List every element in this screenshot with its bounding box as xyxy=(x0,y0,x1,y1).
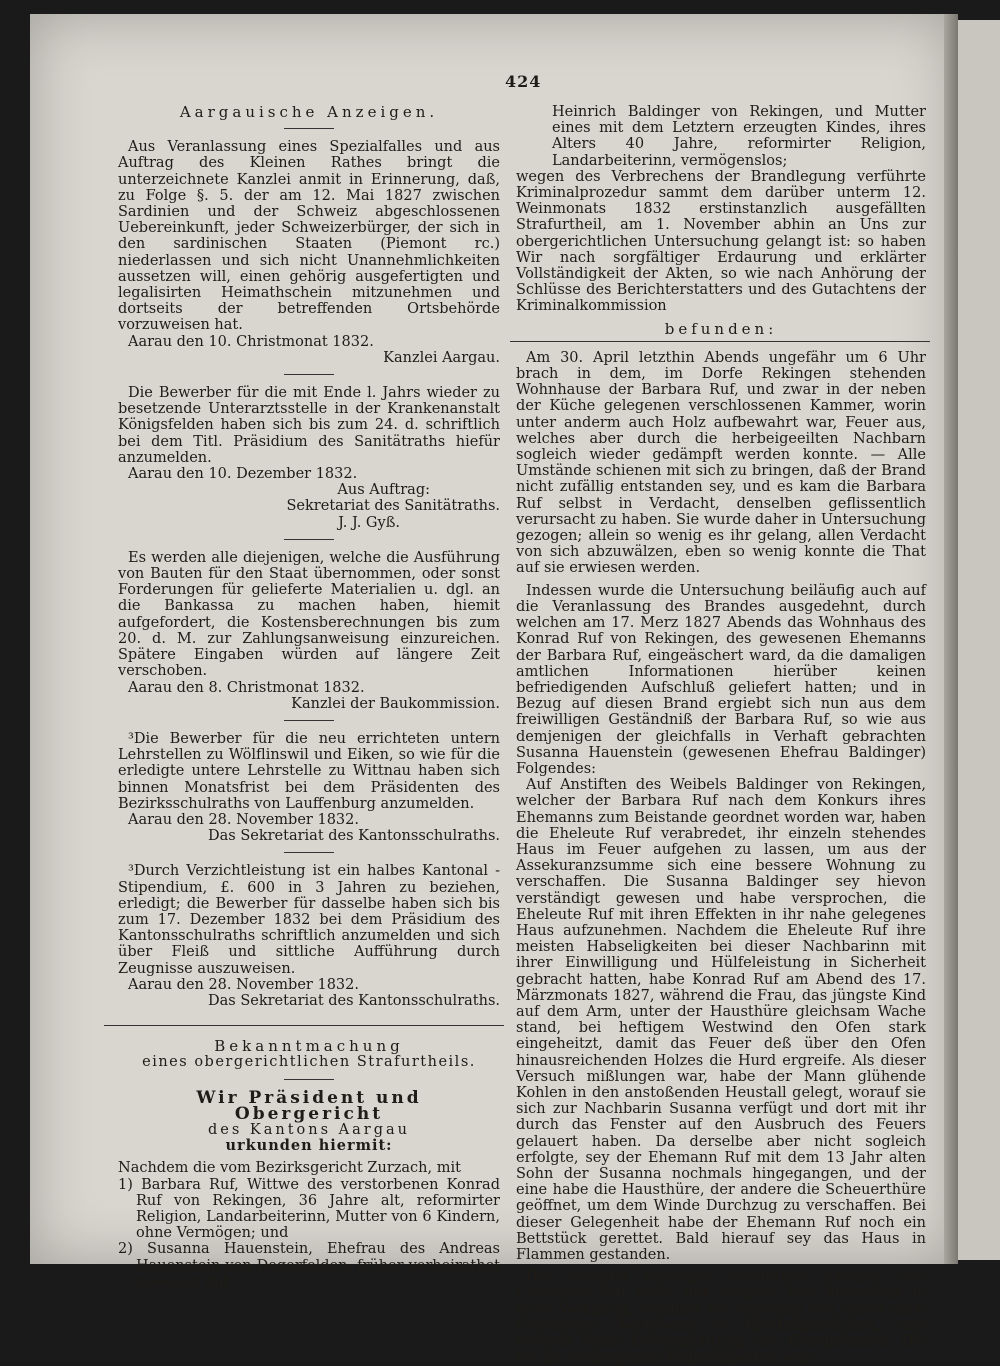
divider xyxy=(284,720,334,721)
accused-item-2: 2) Susanna Hauenstein, Ehefrau des Andreas Hauenstein von Degerfelden, früher verheirathet gewesen mit xyxy=(118,1241,500,1290)
page-number: 424 xyxy=(505,72,542,91)
divider xyxy=(284,374,334,375)
court-line-3: urkunden hiermit: xyxy=(225,1137,393,1155)
intro-paragraph: wegen des Verbrechens der Brandlegung verführte Kriminalprozedur sammt dem darüber unterm 12. Weinmonats 1832 erstinstanzlich ausgefällten Strafurtheil, am 1. November abhin an Uns zur obergerichtlichen Untersuchung gelangt ist: so haben Wir nach sorgfältiger Erdaurung und erklärter Vollständigkeit der Akten, so wie nach Anhörung der Schlüsse des Berichterstatters und des Gutachtens der Kriminalkommission xyxy=(516,168,926,315)
announcement-intro: Nachdem die vom Bezirksgericht Zurzach, mit xyxy=(118,1160,461,1177)
notice-1-body: Aus Veranlassung eines Spezialfalles und aus Auftrag des Kleinen Rathes bringt die unterzeichnete Kanzlei anmit in Erinnerung, daß, zu Folge §. 5. der am 12. Mai 1827 zwischen Sardinien und der Schweiz abgeschlossenen Uebereinkunft, jeder Schweizerbürger, der sich in den sardinischen Staaten (Piemont rc.) niederlassen und sich nicht Unannehmlichkeiten aussetzen will, einen gehörig ausgefertigten und legalisirten Heimathschein mitzunehmen und dortseits der betreffenden Ortsbehörde vorzuweisen hat. xyxy=(118,139,500,334)
notice-5-body: ³Durch Verzichtleistung ist ein halbes Kantonal - Stipendium, £. 600 in 3 Jahren zu beziehen, erledigt; die Bewerber für dasselbe haben sich bis zum 17. Dezember 1832 bei dem Präsidium des Kantonsschulraths schriftlich anzumelden und sich über Fleiß und sittliche Aufführung durch Zeugnisse auszuweisen. xyxy=(118,863,500,977)
befunden-heading: befunden: xyxy=(664,319,778,338)
notice-2-date: Aarau den 10. Dezember 1832. xyxy=(128,466,358,483)
right-column xyxy=(516,104,926,1366)
divider xyxy=(284,852,334,853)
notice-2-signature-3: J. J. Gyß. xyxy=(338,514,400,531)
divider xyxy=(510,341,930,342)
notice-3-body: Es werden alle diejenigen, welche die Ausführung von Bauten für den Staat übernommen, oder sonst Forderungen für gelieferte Materialien u. dgl. an die Bankassa zu machen haben, hiemit aufgefordert, die Kostensberechnungen bis zum 20. d. M. zur Zahlungsanweisung einzureichen. Spätere Eingaben würden auf längere Zeit verschoben. xyxy=(118,549,500,680)
adjacent-page-strip xyxy=(958,20,1000,1260)
notice-3-date: Aarau den 8. Christmonat 1832. xyxy=(128,679,365,696)
announcement-subtitle: eines obergerichtlichen Strafurtheils. xyxy=(142,1054,476,1071)
divider xyxy=(284,1079,334,1080)
notice-2-signature-2: Sekretariat des Sanitätraths. xyxy=(286,498,500,515)
paragraph-3: Auf Anstiften des Weibels Baldinger von Rekingen, welcher der Barbara Ruf nach dem Konkurs ihres Ehemanns zum Beistande geordnet worden war, haben die Eheleute Ruf verabredet, ihr einzeln stehendes Haus im Feuer aufgehen zu lassen, um aus der Assekuranzsumme sich eine bessere Wohnung zu verschaffen. Die Susanna Baldinger sey hievon verständigt gewesen und habe versprochen, die Eheleute Ruf mit ihren Effekten in ihr nahe gelegenes Haus aufzunehmen. Nachdem die Eheleute Ruf ihre meisten Habseligkeiten bei dieser Nachbarinn mit ihrer Einwilligung und Hülfeleistung in Sicherheit gebracht hatten, habe Konrad Ruf am Abend des 17. Märzmonats 1827, während die Frau, das jüngste Kind auf dem Arm, unter der Hausthüre gleichsam Wache stand, bei heftigem Westwind den Ofen stark eingeheitzt, damit das Feuer deß über den Ofen hinausreichenden Holzes die Hurd ergreife. Als dieser Versuch mißlungen war, habe der Mann glühende Kohlen in den anstoßenden Heustall gelegt, worauf sie sich zur Nachbarin Susanna verfügt und dort mit ihr durch das Fenster auf den Ausbruch des Feuers gelauert haben. Da derselbe aber nicht sogleich erfolgte, sey der Ehemann Ruf mit dem 13 Jahr alten Sohn der Susanna nochmals hingegangen, und der eine habe die Hausthüre, der andere die Scheuerthüre geöffnet, um dem Winde Durchzug zu verschaffen. Bei dieser Gelegenheit habe der Ehemann Ruf noch ein Bettstück gerettet. Bald hierauf sey das Haus in Flammen gestanden. xyxy=(516,777,926,1264)
notice-3-signature: Kanzlei der Baukommission. xyxy=(291,695,500,712)
notice-4-date: Aarau den 28. November 1832. xyxy=(128,811,359,828)
notice-5-signature: Das Sekretariat des Kantonsschulraths. xyxy=(208,992,500,1009)
announcement-title: Bekanntmachung xyxy=(214,1037,404,1056)
notice-5-date: Aarau den 28. November 1832. xyxy=(128,976,359,993)
paragraph-1: Am 30. April letzthin Abends ungefähr um 6 Uhr brach in dem, im Dorfe Rekingen stehenden Wohnhause der Barbara Ruf, und zwar in der neben der Küche gelegenen verschlossenen Kammer, worin unter anderm auch Holz aufbewahrt war, Feuer aus, welches aber durch die herbeigeeilten Nachbarn sogleich wieder gedämpft werden konnte. — Alle Umstände schienen mit sich zu bringen, daß der Brand nicht zufällig entstanden sey, und es kam die Barbara Ruf selbst in Verdacht, denselben geflissentlich verursacht zu haben. Sie wurde daher in Untersuchung gezogen; allein so wenig es ihr gelang, allen Verdacht von sich abzuwälzen, eben so wenig konnte die That auf sie erwiesen werden. xyxy=(516,349,926,577)
notice-1-date: Aarau den 10. Christmonat 1832. xyxy=(128,333,374,350)
notice-2-signature-1: Aus Auftrag: xyxy=(337,482,430,499)
section-heading: Aargauische Anzeigen. xyxy=(179,103,439,121)
left-column xyxy=(118,104,500,1290)
continued-text: Heinrich Baldinger von Rekingen, und Mutter eines mit dem Letztern erzeugten Kindes, ihres Alters 40 Jahre, reformirter Religion, Landarbeiterinn, vermögenslos; xyxy=(552,104,926,169)
accused-item-1: 1) Barbara Ruf, Wittwe des verstorbenen Konrad Ruf von Rekingen, 36 Jahre alt, reformirter Religion, Landarbeiterinn, Mutter von 6 Kindern, ohne Vermögen; und xyxy=(118,1176,500,1242)
page-gutter-shadow xyxy=(944,14,958,1264)
section-rule xyxy=(104,1025,504,1026)
paragraph-4: Die Susanna Baldinger verstattete nachher den Eheleuten Ruf nicht nur längere Zeit Aufenthalt in ihrer Wohnung, sondern sie empfieng von ihnen auch Geschenke, bestehend in Kleidungsstücken, und verhieß ihnen Geheimhaltung des Geschehenen. Die bei ihr verborgenen Habseligkeiten wur- xyxy=(516,1269,926,1366)
paragraph-2: Indessen wurde die Untersuchung beiläufig auch auf die Veranlassung des Brandes ausgedehnt, durch welchen am 17. Merz 1827 Abends das Wohnhaus des Konrad Ruf von Rekingen, des gewesenen Ehemanns der Barbara Ruf, eingeäschert ward, da die damaligen amtlichen Informationen hierüber keinen befriedigenden Aufschluß geliefert hatten; und in Bezug auf diesen Brand ergiebt sich nun aus dem freiwilligen Geständniß der Barbara Ruf, so wie aus demjenigen der gleichfalls in Verhaft gebrachten Susanna Hauenstein (gewesenen Ehefrau Baldinger) Folgendes: xyxy=(516,582,926,777)
court-line-1: Wir Präsident und Obergericht xyxy=(196,1087,422,1124)
notice-4-body: ³Die Bewerber für die neu errichteten untern Lehrstellen zu Wölflinswil und Eiken, so wie für die erledigte untere Lehrstelle zu Wittnau haben sich binnen Monatsfrist bei dem Präsidenten des Bezirksschulraths von Lauffenburg anzumelden. xyxy=(118,730,500,812)
notice-2-body: Die Bewerber für die mit Ende l. Jahrs wieder zu besetzende Unterarztsstelle in der Krankenanstalt Königsfelden haben sich bis zum 24. d. schriftlich bei dem Titl. Präsidium des Sanitätraths hiefür anzumelden. xyxy=(118,385,500,466)
notice-1-signature: Kanzlei Aargau. xyxy=(383,349,500,366)
divider xyxy=(284,128,334,129)
divider xyxy=(284,539,334,540)
notice-4-signature: Das Sekretariat des Kantonsschulraths. xyxy=(208,828,500,845)
court-line-2: des Kantons Aargau xyxy=(208,1121,410,1138)
